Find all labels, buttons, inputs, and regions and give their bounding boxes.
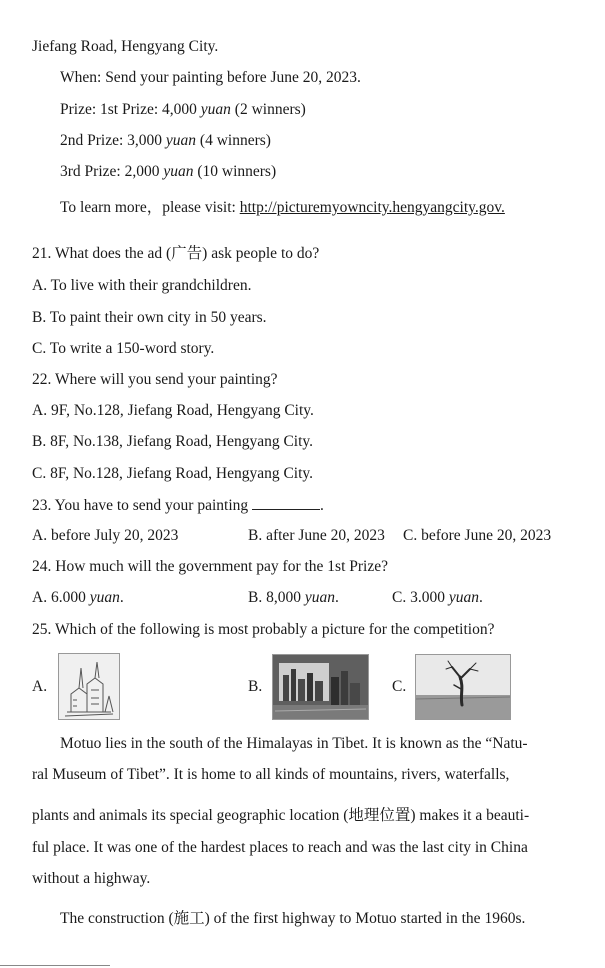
q25-option-a-label: A. (32, 678, 48, 695)
q23-option-a: A. before July 20, 2023 (32, 527, 179, 544)
passage-line-3: plants and animals its special geographic location (地理位置) makes it a beauti- (32, 807, 530, 824)
q21-option-b: B. To paint their own city in 50 years. (32, 309, 267, 326)
q22-option-b: B. 8F, No.138, Jiefang Road, Hengyang City. (32, 433, 314, 450)
currency: yuan (200, 101, 231, 118)
learn-more-line (60, 195, 505, 217)
q24-option-a (32, 589, 124, 606)
prize-line-1 (60, 101, 306, 119)
q25-option-c-label: C. (392, 678, 407, 695)
sketch-city-picture (58, 653, 120, 720)
q21-option-a: A. To live with their grandchildren. (32, 277, 252, 294)
q22-option-a: A. 9F, No.128, Jiefang Road, Hengyang City. (32, 402, 314, 419)
q23-options (32, 527, 592, 545)
q24b-period: . (334, 589, 339, 606)
q24c-amount: C. 3.000 (392, 589, 449, 606)
q24a-period: . (119, 589, 124, 606)
q25-option-b-label: B. (248, 678, 263, 695)
q23-text: 23. You have to send your painting (32, 497, 253, 514)
prize-3-text: 3rd Prize: 2,000 (60, 163, 164, 180)
city-skyline-picture (272, 654, 369, 720)
tree-photo-icon (416, 655, 510, 719)
q23-option-b: B. after June 20, 2023 (248, 527, 385, 544)
bottom-divider (0, 965, 110, 966)
prize-3-winners: (10 winners) (193, 163, 277, 180)
learn-more-label: To learn more，please visit: (60, 199, 240, 216)
prize-line-3 (60, 163, 276, 181)
passage-line-5: without a highway. (32, 870, 151, 887)
q23-option-c: C. before June 20, 2023 (403, 527, 552, 544)
prize-2-text: 2nd Prize: 3,000 (60, 132, 166, 149)
when-line: When: Send your painting before June 20, 2023. (60, 69, 361, 86)
prize-1-text: Prize: 1st Prize: 4,000 (60, 101, 201, 118)
dry-tree-picture (415, 654, 511, 720)
currency: yuan (163, 163, 194, 180)
sketch-drawing-icon (59, 654, 119, 719)
question-22: 22. Where will you send your painting? (32, 371, 278, 388)
question-24: 24. How much will the government pay for the 1st Prize? (32, 558, 388, 575)
q22-option-c: C. 8F, No.128, Jiefang Road, Hengyang City. (32, 465, 314, 482)
q24-option-c (392, 589, 483, 607)
q24-option-b (248, 589, 339, 607)
question-23 (32, 496, 324, 515)
answer-blank (252, 496, 320, 510)
q24c-period: . (478, 589, 483, 606)
passage-line-2: ral Museum of Tibet”. It is home to all kinds of mountains, rivers, waterfalls, (32, 766, 510, 783)
q24a-amount: A. 6.000 (32, 589, 90, 606)
question-21: 21. What does the ad (广告) ask people to do? (32, 245, 320, 262)
q24-options (32, 589, 592, 607)
currency: yuan (165, 132, 197, 149)
currency: yuan (304, 589, 335, 606)
passage-line-4: ful place. It was one of the hardest places to reach and was the last city in China (32, 839, 528, 856)
prize-2-winners: (4 winners) (196, 132, 271, 149)
passage-line-6: The construction (施工) of the first highway to Motuo started in the 1960s. (60, 910, 526, 927)
website-link[interactable]: http://picturemyowncity.hengyangcity.gov. (239, 199, 505, 216)
passage-line-1: Motuo lies in the south of the Himalayas in Tibet. It is known as the “Natu- (60, 735, 528, 752)
prize-line-2 (60, 132, 271, 150)
currency: yuan (89, 589, 120, 606)
prize-1-winners: (2 winners) (230, 101, 306, 118)
question-25: 25. Which of the following is most probably a picture for the competition? (32, 621, 495, 638)
q23-period: . (320, 497, 324, 514)
address-line: Jiefang Road, Hengyang City. (32, 38, 219, 55)
currency: yuan (448, 589, 479, 606)
q21-option-c: C. To write a 150-word story. (32, 340, 215, 357)
skyline-photo-icon (273, 655, 368, 719)
q24b-amount: B. 8,000 (248, 589, 305, 606)
